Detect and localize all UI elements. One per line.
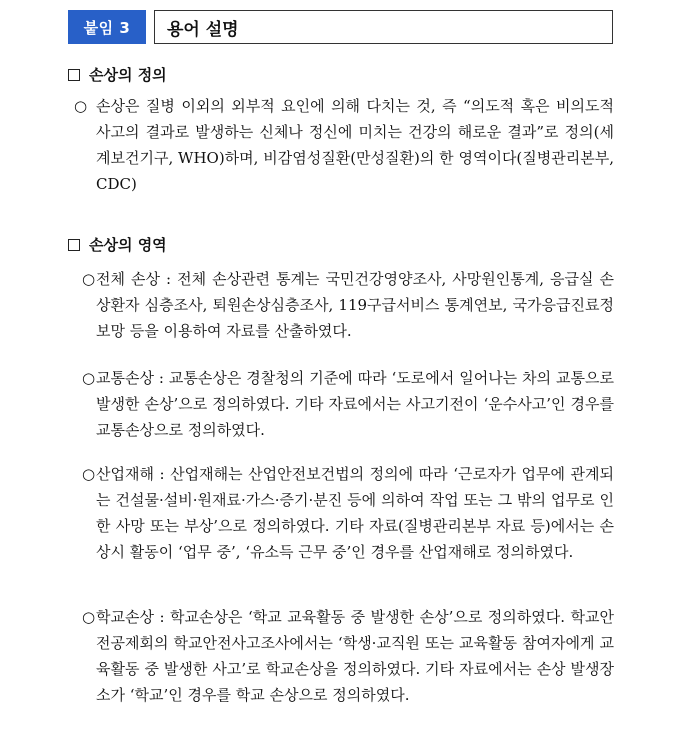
appendix-badge: 붙임 3 <box>68 10 146 44</box>
section-heading-label: 손상의 영역 <box>89 236 167 254</box>
circle-bullet-icon: ○ <box>82 465 96 483</box>
section-heading-definition <box>66 64 167 85</box>
checkbox-square-icon <box>68 239 80 251</box>
total-injury-paragraph: 전체 손상 : 전체 손상관련 통계는 국민건강영양조사, 사망원인통계, 응급실 손상환자 심층조사, 퇴원손상심층조사, 119구급서비스 통계연보, 국가응급진료정보망 등을 이용하여 자료를 산출하였다. <box>96 270 614 340</box>
circle-bullet-icon: ○ <box>82 369 96 387</box>
section-heading-label: 손상의 정의 <box>89 66 167 84</box>
school-injury-paragraph: 학교손상 : 학교손상은 ‘학교 교육활동 중 발생한 손상’으로 정의하였다. 학교안전공제회의 학교안전사고조사에서는 ‘학생·교직원 또는 교육활동 참여자에게 교육활동 중 발생한 사고’로 학교손상을 정의하였다. 기타 자료에서는 손상 발생장소가 ‘학교’인 경우를 학교 손상으로 정의하였다. <box>96 608 614 704</box>
checkbox-square-icon <box>68 69 80 81</box>
circle-bullet-icon: ○ <box>82 608 96 626</box>
circle-bullet-icon: ○ <box>74 97 88 115</box>
traffic-injury-paragraph: 교통손상 : 교통손상은 경찰청의 기준에 따라 ‘도로에서 일어나는 차의 교통으로 발생한 손상’으로 정의하였다. 기타 자료에서는 사고기전이 ‘운수사고’인 경우를 교통손상으로 정의하였다. <box>96 369 614 439</box>
industrial-accident-paragraph: 산업재해 : 산업재해는 산업안전보건법의 정의에 따라 ‘근로자가 업무에 관계되는 건설물·설비·원재료·가스·증기·분진 등에 의하여 작업 또는 그 밖의 업무로 인한 사망 또는 부상’으로 정의하였다. 기타 자료(질병관리본부 자료 등)에서는 손상시 활동이 ‘업무 중’, ‘유소득 근무 중’인 경우를 산업재해로 정의하였다. <box>96 465 614 561</box>
section-heading-domains <box>66 234 167 255</box>
circle-bullet-icon: ○ <box>82 270 96 288</box>
document-header <box>68 10 613 44</box>
page-title: 용어 설명 <box>154 10 613 44</box>
definition-paragraph: 손상은 질병 이외의 외부적 요인에 의해 다치는 것, 즉 “의도적 혹은 비의도적 사고의 결과로 발생하는 신체나 정신에 미치는 건강의 해로운 결과”로 정의(세계보건기구, WHO)하며, 비감염성질환(만성질환)의 한 영역이다(질병관리본부, CDC) <box>96 97 614 193</box>
